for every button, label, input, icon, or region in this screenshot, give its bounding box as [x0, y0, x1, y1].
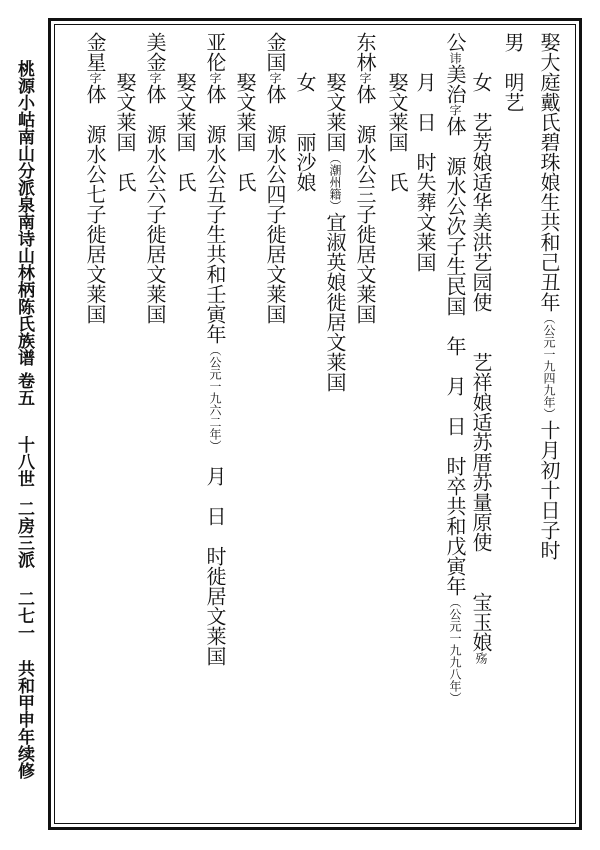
column-text: 金星 — [83, 32, 107, 72]
column-annotation: 字 — [358, 72, 372, 84]
column-text: 月 日 时徙居文莱国 — [203, 446, 227, 666]
column-text: 十月初十日子时 — [537, 420, 561, 560]
text-column — [202, 32, 228, 666]
column-text: 娶大庭戴氏碧珠娘生共和己丑年 — [537, 32, 561, 312]
text-column — [112, 72, 138, 192]
column-text: 娶文莱国 氏 — [233, 72, 257, 192]
column-annotation: 字 — [268, 72, 282, 84]
column-text: 月 日 时失葬文莱国 — [413, 72, 437, 272]
text-column — [82, 32, 108, 324]
text-column — [384, 72, 410, 192]
column-annotation: 殇 — [474, 652, 488, 664]
column-text: 亚伦 — [203, 32, 227, 72]
genealogy-title: 桃源小岵南山分派泉南诗山林柄陈氏族谱 — [14, 60, 34, 366]
column-text: 女 丽沙娘 — [293, 72, 317, 192]
column-text: 美治 — [443, 64, 467, 104]
column-text: 女 艺芳娘适华美洪艺园使 艺祥娘适苏厝苏量原使 宝玉娘 — [469, 72, 493, 652]
column-annotation: （公元一九四九年） — [542, 312, 556, 420]
text-column — [352, 32, 378, 324]
margin-strip — [4, 60, 44, 840]
column-text: 体 源水公六子徙居文莱国 — [143, 84, 167, 324]
text-column — [292, 72, 318, 192]
column-annotation: 字 — [148, 72, 162, 84]
column-text: 体 源水公七子徙居文莱国 — [83, 84, 107, 324]
column-text: 公 — [443, 32, 467, 52]
text-column — [172, 72, 198, 192]
column-text: 体 源水公次子生民国 年 月 日 时卒共和戊寅年 — [443, 116, 467, 596]
text-column — [322, 72, 348, 392]
column-annotation: （公元一九六二年） — [208, 344, 222, 446]
page-number: 二七一 — [14, 590, 34, 641]
column-text: 金国 — [263, 32, 287, 72]
column-text: 男 明艺 — [501, 32, 525, 112]
column-annotation: 字 — [88, 72, 102, 84]
column-text: 体 源水公四子徙居文莱国 — [263, 84, 287, 324]
text-column — [468, 72, 494, 664]
column-annotation: 字 — [448, 104, 462, 116]
text-column — [142, 32, 168, 324]
column-text: 娶文莱国 氏 — [385, 72, 409, 192]
text-column — [232, 72, 258, 192]
text-column — [442, 32, 468, 704]
text-column — [262, 32, 288, 324]
text-column — [500, 32, 526, 112]
text-column — [536, 32, 562, 560]
column-text: 体 源水公三子徙居文莱国 — [353, 84, 377, 324]
volume-label: 卷五 — [14, 372, 34, 406]
column-annotation: 讳 — [448, 52, 462, 64]
column-text: 娶文莱国 氏 — [173, 72, 197, 192]
text-column — [412, 72, 438, 272]
branch-label: 二房三派 — [14, 500, 34, 568]
column-text: 体 源水公五子生共和壬寅年 — [203, 84, 227, 344]
column-text: 东林 — [353, 32, 377, 72]
column-text: 娶文莱国 氏 — [113, 72, 137, 192]
column-annotation: （潮州籍） — [328, 152, 342, 212]
column-annotation: 字 — [208, 72, 222, 84]
edition-label: 共和甲申年续修 — [14, 660, 34, 779]
column-text: 娶文莱国 — [323, 72, 347, 152]
column-text: 美金 — [143, 32, 167, 72]
column-annotation: （公元一九九八年） — [448, 596, 462, 704]
generation-label: 十八世 — [14, 436, 34, 487]
column-text: 宜淑英娘徙居文莱国 — [323, 212, 347, 392]
